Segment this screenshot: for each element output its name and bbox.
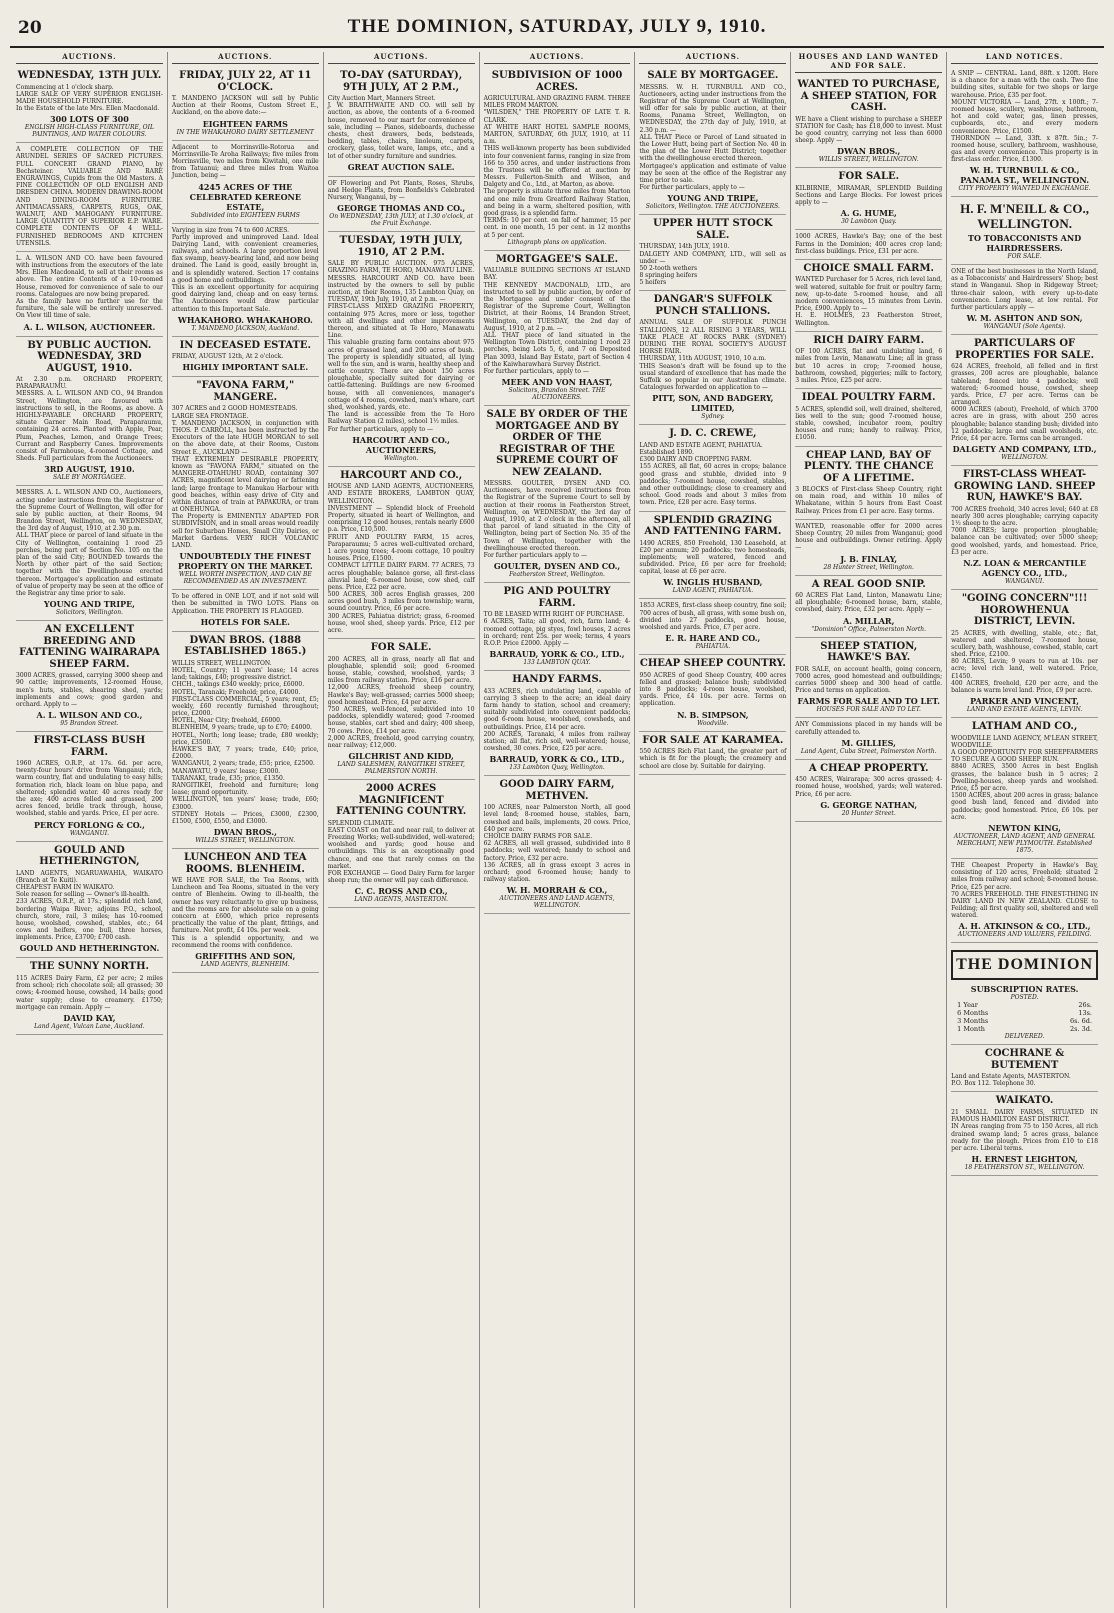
ad-address: 95 Brandon Street.	[60, 720, 119, 728]
ad-signature: GRIFFITHS AND SON,	[195, 950, 296, 961]
ad-address: AUCTIONEERS AND VALUERS, FEILDING.	[957, 931, 1092, 939]
ad-signature: HIGHLY IMPORTANT SALE.	[182, 362, 309, 373]
ad-heading: FOR SALE AT KARAMEA.	[642, 734, 784, 746]
advertisement	[795, 447, 942, 520]
ad-address: WANGANUI.	[1005, 578, 1045, 586]
ad-body: WE HAVE FOR SALE, the Tea Rooms, with Luncheon and Tea Rooms, situated in the very centre of Blenheim. Owing to ill-health, the owner has very reluctantly to give up business, and the rooms are for absolute sale on a going concern at £600, which price represents practically the value of the plant, fittings, and furniture. Net profit, £4 10s. per week. This is a splendid opportunity, and we recommend the rooms with confidence.	[171, 877, 319, 949]
ad-heading: CHOICE SMALL FARM.	[803, 262, 935, 274]
advertisement	[639, 512, 786, 600]
ad-heading: FOR SALE.	[370, 642, 432, 654]
advertisement	[16, 337, 163, 487]
ad-body: LAND AND ESTATE AGENT, PAHIATUA. Established 1890. £300 DAIRY AND CROPPING FARM. 155 ACRES, all flat, 60 acres in crops; balance good grass and stubble, divided into 9 paddocks; 7-roomed house, cowshed, stables, and other outbuildings; close to creamery and school. Good roads and about 3 miles from town. Price, £28 per acre. Easy terms.	[639, 441, 787, 507]
ad-signature: PARKER AND VINCENT,	[970, 696, 1080, 707]
ad-body: 550 ACRES Rich Flat Land, the greater part of which is fit for the plough; the creamery and school are close by. Suitable for dairying.	[639, 748, 787, 770]
ad-heading: FOR SALE.	[838, 171, 900, 183]
ad-address: Land Agent, Vulcan Lane, Auckland.	[34, 1022, 145, 1030]
column-header: AUCTIONS.	[172, 52, 319, 64]
advertisement	[16, 842, 163, 959]
ad-heading: 2000 ACRES MAGNIFICENT FATTENING COUNTRY.	[336, 783, 467, 818]
ad-body: AGRICULTURAL AND GRAZING FARM. THREE MILES FROM MARTON. "WILSDEN," THE PROPERTY OF LATE T. R. CLARK. AT WHITE HART HOTEL SAMPLE ROOMS, MARTON, SATURDAY, 6th JULY, 1910, at 11 a.m. THIS well-known property has been subdivided into four convenient farms, ranging in size from 166 to 350 acres, and under instructions from the Trustees will be offered at auction by Messrs. Fullerton-Smith and Wilson, and Dalgety and Co., Ltd., at Marton, as above. The property is situate three miles from Marton and one mile from Greatford Railway Station, and being in a warm, sheltered position, with good grass, is a splendid farm. TERMS: 10 per cent. on fall of hammer, 15 per cent. in one month, 15 per cent. in 12 months at 5 per cent.	[483, 95, 631, 239]
ad-signature: N.Z. LOAN & MERCANTILE AGENCY CO., LTD.,	[963, 558, 1086, 579]
ad-body: MESSRS. W. H. TURNBULL AND CO., Auctioneers, acting under instructions from the Registrar of the Supreme Court at Wellington, will offer for sale by public auction, at their Rooms, Panama Street, Wellington, on WEDNESDAY, the 27th day of July, 1910, at 2.30 p.m. — ALL THAT Piece or Parcel of Land situated in the Lower Hutt, being part of Section No. 40 in the plan of the Lower Hutt District; together with the dwellinghouse erected thereon. Mortgagee's application and estimate of value may be seen at the office of the Registrar any time prior to sale. For further particulars, apply to —	[639, 83, 787, 192]
ad-heading: CHEAP SHEEP COUNTRY.	[639, 658, 786, 670]
rate-price: 26s.	[1078, 1001, 1093, 1010]
ad-heading: SUBDIVISION OF 1000 ACRES.	[491, 70, 623, 93]
page-number: 20	[18, 18, 42, 38]
advertisement	[795, 638, 942, 719]
ad-signature: W. H. TURNBULL & CO., PANAMA ST., WELLINGTON.	[960, 165, 1089, 186]
advertisement	[328, 67, 475, 177]
advertisement	[795, 718, 942, 759]
ad-address: PAHIATUA.	[695, 643, 731, 651]
ad-body: City Auction Mart, Manners Street. J. W. BRAITHWAITE AND CO. will sell by auction, as above, the contents of a 6-roomed house, removed to our mart for convenience of sale, including — Pianos, sideboards, duchesse chests, chest drawers, beds, bedsteads, bedding, tables, chairs, linoleum, carpets, crockery, glass, toilet ware, lamps, etc., and a lot of other sundry furniture and sundries.	[327, 95, 475, 160]
ad-heading: FIRST-CLASS BUSH FARM.	[33, 735, 146, 758]
ad-heading: A REAL GOOD SNIP.	[811, 578, 926, 590]
ad-heading: MORTGAGEE'S SALE.	[495, 253, 619, 265]
ad-body: Land and Estate Agents, MASTERTON. P.O. Box 112. Telephone 30.	[951, 1073, 1071, 1088]
subscription-rate-row	[951, 1009, 1098, 1017]
ad-body: TO BE LEASED WITH RIGHT OF PURCHASE. 6 ACRES, Taita; all good, rich, farm land; 4-roomed cottage, pig styes, fowl houses, 2 acres in orchard; rent 25s. per week; terms, 4 years R.O.P. Price £2000. Apply —	[483, 611, 631, 647]
ad-body: A COMPLETE COLLECTION OF THE ARUNDEL SERIES OF SACRED PICTURES. FULL CONCERT GRAND PIANO, by Bechsteiner. VALUABLE AND RARE ENGRAVINGS, Cupids from the Old Masters. A FINE COLLECTION OF OLD ENGLISH AND DRESDEN CHINA. MODERN DRAWING-ROOM AND DINING-ROOM FURNITURE. ANTIMACASSARS, CARPETS, RUGS, OAK, WALNUT, AND MAHOGANY FURNITURE. LARGE QUANTITY OF SUPERIOR E.P. WARE. COMPLETE CONTENTS OF 4 WELL-FURNISHED BEDROOMS AND KITCHEN UTENSILS.	[16, 146, 163, 247]
column-container	[12, 52, 1102, 1608]
ad-heading: TO-DAY (SATURDAY), 9TH JULY, AT 2 P.M.,	[340, 70, 463, 93]
column-header: AUCTIONS.	[16, 52, 163, 64]
advertisement	[639, 732, 786, 775]
ad-signature: N. B. SIMPSON,	[677, 709, 749, 720]
rate-price: 6s. 6d.	[1070, 1017, 1093, 1026]
ad-heading: HANDY FARMS.	[512, 674, 602, 686]
advertisement	[172, 632, 319, 849]
ad-body: HOUSE AND LAND AGENTS, AUCTIONEERS, AND ESTATE BROKERS, LAMBTON QUAY, WELLINGTON. INVESTMENT — Splendid block of Freehold Property, situated in heart of Wellington, and comprising 12 good houses, rentals nearly £600 p.a. Price, £10,500. FRUIT AND POULTRY FARM, 15 acres, Paraparaumu; 5 acres well-cultivated orchard, 1 acre young trees; 4-room cottage, 10 poultry houses. Price, £1500. COMPACT LITTLE DAIRY FARM. 77 ACRES, 73 acres ploughable; balance gorse, all first-class alluvial land; 6-roomed house, cow shed, calf pens. Price, £22 per acre. 500 ACRES, 300 acres English grasses, 200 acres good bush, 3 miles from township; warm, sound country. Price, £6 per acre. 300 ACRES, Pahiatua district; grass, 6-roomed house, wool shed, sheep yards. Price, £12 per acre.	[327, 483, 475, 634]
ad-heading: THE DOMINION	[956, 956, 1094, 974]
column-header: AUCTIONS.	[639, 52, 786, 64]
ad-heading: A CHEAP PROPERTY.	[808, 762, 929, 774]
advertisement	[16, 486, 163, 621]
ad-body: KILBIRNIE, MIRAMAR, SPLENDID Building Sections and Large Blocks. For lowest prices apply to —	[795, 184, 943, 207]
ad-signature: W. M. ASHTON AND SON,	[966, 313, 1083, 324]
ad-address: LAND AGENTS, BLENHEIM.	[200, 960, 290, 968]
ad-body: 115 ACRES Dairy Farm, £2 per acre; 2 miles from school; rich chocolate soil; all grassed; 30 cows; 4-roomed house, cowshed, 14 bails; good water supply; close to creamery. £1750; mortgage can remain. Apply —	[16, 974, 163, 1011]
ad-signature: MEEK AND VON HAAST,	[501, 377, 613, 388]
column-6	[791, 52, 947, 1608]
column-7	[947, 52, 1102, 1608]
masthead	[10, 14, 1104, 48]
advertisement	[484, 776, 631, 914]
ad-body: THE Cheapest Property in Hawke's Bay, consisting of 120 acres, Freehold; situated 2 miles from railway and school; 8-roomed house. Price, £25 per acre. 70 ACRES FREEHOLD. THE FINEST-THING IN DAIRY LAND IN NEW ZEALAND. CLOSE to Feilding; all first quality soil, sheltered and well watered.	[951, 861, 1099, 920]
advertisement	[328, 232, 475, 467]
advertisement	[328, 177, 475, 233]
ad-signature: M. GILLIES,	[841, 737, 896, 748]
column-header: HOUSES AND LAND WANTED AND FOR SALE.	[795, 52, 942, 73]
ad-body: ONE of the best businesses in the North Island, as a Tobacconists' and Hairdressers' Shop; best stand in Wanganui. Shop in Ridgeway Street; three-chair saloon, with every up-to-date convenience. Long lease, at low rental. For further particulars apply —	[951, 268, 1099, 311]
ad-address: LAND AND ESTATE AGENTS, LEVIN.	[966, 706, 1083, 714]
advertisement	[639, 291, 786, 425]
ad-body: VALUABLE BUILDING SECTIONS AT ISLAND BAY. THE KENNEDY MACDONALD, LTD., are instructed to sell by public auction, by order of the Mortgagee and under consent of the Registrar of the Supreme Court, Wellington District, at their Rooms, 14 Brandon Street, Wellington, on TUESDAY, the 2nd day of August, 1910, at 2 p.m. — ALL THAT piece of land situated in the Wellington Town District, containing 1 rood 23 perches, being Lots 5, 6, and 7 on Deposited Plan 3093, Island Bay Estate, part of Section 4 of the Kaiwharawhara Survey District. For further particulars, apply to —	[483, 267, 631, 375]
subscription-rate-row	[951, 1025, 1098, 1033]
ad-signature: YOUNG AND TRIPE,	[43, 599, 135, 610]
ad-body: WANTED Purchaser for 5 Acres, rich level land, well watered, suitable for fruit or poultry farm; new, up-to-date 5-roomed house, and all modern conveniences, 15 minutes from Levin. Price, £900. Apply to — H. E. HOLMES, 23 Featherston Street, Wellington.	[795, 276, 943, 327]
advertisement	[951, 1045, 1098, 1092]
ad-address: "Dominion" Office, Palmerston North.	[811, 625, 927, 633]
rate-period: 6 Months	[957, 1009, 989, 1018]
ad-body: FRIDAY, AUGUST 12th, At 2 o'clock.	[171, 353, 284, 361]
ad-address: Subdivided into EIGHTEEN FARMS	[190, 211, 300, 219]
ad-body: 450 ACRES, Wairarapa; 300 acres grassed; 4-roomed house, woolshed, yards; well watered. Price, £6 per acre.	[795, 776, 943, 798]
advertisement	[795, 389, 942, 446]
ad-address: Woodville.	[697, 719, 729, 727]
ad-signature: G. GEORGE NATHAN,	[820, 799, 918, 810]
ad-heading: FIRST-CLASS WHEAT-GROWING LAND. SHEEP RUN, HAWKE'S BAY.	[953, 469, 1096, 504]
column-5	[635, 52, 791, 1608]
advertisement	[484, 406, 631, 583]
ad-signature: GOULD AND HETHERINGTON.	[19, 943, 160, 954]
advertisement	[484, 251, 631, 406]
ad-body: At 2.30 p.m. ORCHARD PROPERTY, PARAPARAUMU. MESSRS. A. L. WILSON AND CO., 94 Brandon Street, Wellington, are favoured with instructions to sell, in the Rooms, as above. A HIGHLY-PAYABLE ORCHARD PROPERTY, situate Garner Main Road, Paraparaumu, containing 24 acres. Planted with Apple, Pear, Plum, Peaches, Lemon, and Orange Trees; Currant and Raspberry Canes. Improvements consist of Farmhouse, 4-roomed Cottage, and Sheds. Full particulars from the Auctioneers.	[16, 376, 163, 463]
ad-body: 700 ACRES freehold, 340 acres level; 640 at £8 nearly 300 acres ploughable; carrying capacity 1½ sheep to the acre. 7000 ACRES; large proportion ploughable; balance can be cultivated; over 5000 sheep; good woolshed, yards, and homestead. Price, £3 per acre.	[951, 505, 1099, 556]
ad-signature: W. INGLIS HUSBAND,	[663, 577, 763, 588]
advertisement	[951, 265, 1098, 335]
ad-heading: BY PUBLIC AUCTION. WEDNESDAY, 3RD AUGUST, 1910.	[27, 339, 152, 374]
column-header: AUCTIONS.	[328, 52, 475, 64]
ad-signature: UNDOUBTEDLY THE FINEST PROPERTY ON THE MARKET.	[177, 551, 313, 572]
ad-heading: TUESDAY, 19TH JULY, 1910, AT 2 P.M.	[339, 235, 463, 258]
ad-heading: LUNCHEON AND TEA ROOMS. BLENHEIM.	[183, 852, 307, 875]
column-header: AUCTIONS.	[484, 52, 631, 64]
ad-signature: YOUNG AND TRIPE,	[667, 193, 759, 204]
ad-body: Varying in size from 74 to 600 ACRES. Partly improved and unimproved Land. Ideal Dairying Land, with convenient creameries, railways, and schools. A large proportion level flax swamp, heavy-bearing land, and now being drained. The Land is good, easily brought in, and is splendidly watered. Section 17 contains a good home and outbuildings. This is an excellent opportunity for acquiring good dairying land, cheap and on easy terms. The Auctioneers would draw particular attention to this Important Sale.	[171, 226, 319, 313]
advertisement	[16, 732, 163, 842]
ad-address: 18 FEATHERSTON ST., WELLINGTON.	[964, 1164, 1085, 1172]
advertisement	[795, 76, 942, 168]
ad-signature: HARCOURT AND CO., AUCTIONEERS,	[352, 434, 450, 455]
advertisement	[16, 252, 163, 337]
ad-heading: SALE BY ORDER OF THE MORTGAGEE AND BY ORDER OF THE REGISTRAR OF THE SUPREME COURT OF NEW ZEALAND.	[486, 409, 628, 478]
ad-body: 624 ACRES, freehold, all felled and in first grasses, 200 acres are ploughable, balance tableland; fenced into 4 paddocks; well watered; 6-roomed house, cowshed, sheep yards. Price, £7 per acre. Terms can be arranged. 6000 ACRES (about), Freehold, of which 3700 acres are in grass, with about 250 acres ploughable; balance standing bush; divided into 12 paddocks; large and small woolsheds, etc. Price, £4 per acre. Terms can be arranged.	[951, 363, 1099, 443]
ad-address: Solicitors, Brandon Street. THE AUCTIONEERS.	[508, 387, 606, 402]
ad-heading: SPLENDID GRAZING AND FATTENING FARM.	[644, 514, 782, 537]
ad-address: WELLINGTON.	[1001, 454, 1048, 462]
ad-body: THURSDAY, 14th JULY, 1910. DALGETY AND COMPANY, LTD., will sell as under — 50 2-tooth wethers 8 springing heifers 5 heifers	[639, 243, 787, 287]
ad-address: Solicitors, Wellington. THE AUCTIONEERS.	[645, 203, 780, 211]
ad-body: Adjacent to Morrinsville-Rotorua and Morrinsville-Te Aroha Railways; five miles from Morrinsville, two miles from Kiwitahi, one mile from Tatuanui; and three miles from Waitoa Junction, being —	[171, 143, 319, 180]
ad-body: 1853 ACRES, first-class sheep country, fine soil; 700 acres of bush, all grass, with some bush on, divided into 27 paddocks, good house, woolshed and yards. Price, £7 per acre.	[639, 602, 787, 631]
ad-signature: EIGHTEEN FARMS	[202, 118, 288, 129]
ad-body: WANTED, reasonable offer for 2000 acres Sheep Country, 20 miles from Wanganui; good house and outbuildings. Owner retiring. Apply —	[795, 522, 943, 552]
column-2	[168, 52, 324, 1608]
ad-heading: WEDNESDAY, 13TH JULY.	[17, 70, 162, 81]
advertisement	[484, 671, 631, 776]
ad-signature: GOULTER, DYSEN AND CO.,	[493, 561, 621, 572]
ad-body: T. MANDENO JACKSON will sell by Public Auction at their Rooms, Custom Street E., Auckland, on the above date:—	[171, 95, 319, 117]
ad-signature: 300 LOTS OF 300	[50, 114, 129, 125]
ad-address: Featherston Street, Wellington.	[509, 571, 605, 579]
ad-body: 5 ACRES, splendid soil, well drained, sheltered, lies well to the sun; good 7-roomed house, stable, cowshed, incubator room, poultry houses and runs; handy to railway. Price, £1050.	[795, 405, 943, 442]
ad-address: AUCTIONEER, LAND AGENT, AND GENERAL MERCHANT, NEW PLYMOUTH. Established 1875.	[953, 832, 1096, 854]
advertisement	[951, 1092, 1098, 1176]
ad-body: WILLIS STREET, WELLINGTON. HOTEL, Country; 11 years' lease; 14 acres land; takings, £40; progressive district. CHCH., takings £340 weekly; price, £6000. HOTEL, Taranaki; Freehold; price, £4000. FIRST-CLASS COMMERCIAL, 5 years; rent, £5; weekly, £60 recently furnished throughout; price, £2000. HOTEL, Near City; freehold, £6000. BLENHEIM, 9 years; trade, up to £70; £4000. HOTEL, North; long lease; trade, £80 weekly; price, £3500. HAWKE'S BAY, 7 years; trade, £40; price, £2000. WANGANUI, 2 years; trade, £55; price, £2500. MANAWATU, 9 years' lease; £3000. TARANAKI, trade, £35; price, £1350. RANGITIKEI, freehold and furniture; long lease; grand opportunity. WELLINGTON, ten years' lease; trade, £60; £3000. STDNEY Hotels — Prices, £3000, £2300, £1500, £500, £550, and £3000.	[171, 659, 319, 825]
ad-body: A SNIP — CENTRAL. Land, 88ft. x 120ft. Here is a chance for a man with the cash. Two fine building sites, suitable for two shops or large warehouse. Price, £35 per foot. MOUNT VICTORIA — Land, 27ft. x 100ft.; 7-roomed house, scullery, washhouse, bathroom, hot and cold water, gas, linen presses, cupboards, etc., and every modern convenience. Price, £1500. THORNDON — Land, 33ft. x 87ft. 5in.; 7-roomed house, scullery, bathroom, washhouse, gas and every convenience. This property is in first-class order. Price, £1300.	[951, 70, 1099, 164]
ad-signature: HOTELS FOR SALE.	[200, 616, 290, 627]
ad-signature: PITT, SON, AND BADGERY, LIMITED,	[652, 393, 774, 414]
advertisement	[951, 718, 1098, 859]
ad-signature: W. H. MORRAH & CO.,	[506, 885, 608, 896]
ad-heading: CHEAP LAND, BAY OF PLENTY. THE CHANCE OF A LIFETIME.	[804, 449, 934, 484]
advertisement	[639, 215, 786, 291]
dominion-banner	[951, 950, 1098, 980]
advertisement	[639, 655, 786, 731]
ad-heading: LATHAM AND CO.,	[971, 721, 1078, 733]
ad-heading: PIG AND POULTRY FARM.	[503, 586, 611, 609]
advertisement	[484, 67, 631, 251]
ad-address: Solicitors, Wellington.	[55, 609, 123, 617]
ad-body: 1960 ACRES, O.R.P., at 17s. 6d. per acre, twenty-four hours' drive from Wanganui; rich, warm country, flat and undulating to easy hills; formation rich, black loam on blue papa, and sheltered; splendid water. 40 acres ready for the axe; 400 acres felled and grassed, 200 acres fenced, bridle track through, house, woolshed, stable and yards. Price, £1 per acre.	[16, 760, 163, 818]
ad-address: CITY PROPERTY WANTED IN EXCHANGE.	[958, 185, 1091, 193]
advertisement	[172, 590, 319, 632]
ad-body: 3 BLOCKS of First-class Sheep Country, right on main road, and within 10 miles of Whakatane, within 5 hours from East Coast Railway. Prices from £1 per acre. Easy terms.	[795, 486, 943, 515]
advertisement	[328, 639, 475, 780]
column-3	[324, 52, 480, 1608]
rate-period: 1 Month	[957, 1025, 985, 1034]
ad-heading: PARTICULARS OF PROPERTIES FOR SALE.	[955, 338, 1095, 361]
delivered-label: DELIVERED.	[1004, 1033, 1045, 1041]
ad-body: SPLENDID CLIMATE. EAST COAST on flat and near rail, to deliver at Freezing Works; well-subdivided, well-watered; woolshed and yards; good house and outbuildings. This is an exceptionally good chance, and one that rarely comes on the market. FOR EXCHANGE — Good Dairy Farm for larger sheep run; the owner will pay cash difference.	[327, 819, 475, 885]
ad-body: 307 ACRES and 2 GOOD HOMESTEADS. LARGE SEA FRONTAGE. T. MANDENO JACKSON, in conjunction with THOS. P. CARROLL, has been instructed by the Executors of the late HUGH MORGAN to sell on the above date, at their Rooms, Custom Street E., AUCKLAND — THAT EXTREMELY DESIRABLE PROPERTY, known as "FAVONA FARM," situated on the MANGERE-OTAHUHU ROAD, containing 307 ACRES, magnificent level dairying or fattening land; large frontage to Manukau Harbour with good beaches, within easy drive of City and within distance of train at PAPAKURA, or tram at ONEHUNGA. The Property is EMINENTLY ADAPTED FOR SUBDIVISION, and in small areas would readily sell for Suburban Homes, Small City Dairies, or Market Gardens. VERY RICH VOLCANIC LAND.	[171, 405, 319, 549]
ad-address: Sydney.	[701, 413, 725, 421]
ad-address: 20 Hunter Street.	[841, 809, 896, 817]
ad-signature: BARRAUD, YORK & CO., LTD.,	[489, 754, 625, 765]
masthead-title: THE DOMINION, SATURDAY, JULY 9, 1910.	[347, 16, 767, 37]
ad-signature: BARRAUD, YORK & CO., LTD.,	[489, 649, 625, 660]
ad-heading: GOULD AND HETHERINGTON,	[39, 844, 140, 868]
advertisement	[951, 859, 1098, 944]
ad-body: 25 ACRES, with dwelling, stable, etc.; flat, watered and sheltered; 7-roomed house, scullery, bath, washhouse, cowshed, stable, cart shed. Price, £2100. 80 ACRES, Levin; 9 years to run at 10s. per acre; level rich land, well watered. Price, £1450. 400 ACRES, freehold, £20 per acre, and the balance is warm level land. Price, £9 per acre.	[951, 629, 1099, 695]
ad-body: To be offered in ONE LOT, and if not sold will then be submitted in TWO LOTS. Plans on Application. THE PROPERTY IS FLAGGED.	[171, 593, 319, 615]
ad-signature: DWAN BROS.,	[837, 146, 901, 157]
ad-address: 133 Lambton Quay, Wellington.	[509, 764, 605, 772]
ad-signature: A. MILLAR,	[843, 615, 895, 626]
ad-body: ANNUAL SALE OF SUFFOLK PUNCH STALLIONS, 12 ALL RISING 3 YEARS, WILL TAKE PLACE AT ROCKS PARK (SYDNEY) DURING THE ROYAL SOCIETY'S AUGUST HORSE FAIR. THURSDAY, 11th AUGUST, 1910, 10 a.m. THIS Season's draft will be found up to the usual standard of excellence that has made the Suffolk so popular in our Australian climate. Catalogues forwarded on application to —	[639, 319, 787, 392]
ad-heading: UPPER HUTT STOCK SALE.	[653, 218, 773, 241]
ad-address: FOR SALE.	[1007, 253, 1042, 261]
ad-heading: COCHRANE & BUTEMENT	[984, 1048, 1065, 1071]
ad-body: L. A. WILSON AND CO. have been favoured with instructions from the executors of the late Mrs. Ellen Macdonald, to sell at their rooms as above. The entire Contents of a 10-roomed House, removed for convenience of sale to our rooms. Catalogues are now being prepared. As the family have no further use for the furniture, the sale will be entirely unreserved. On View till time of sale.	[16, 254, 163, 320]
ad-address: WELL WORTH INSPECTION, AND CAN BE RECOMMENDED AS AN INVESTMENT.	[178, 571, 312, 586]
ad-body: MESSRS. A. L. WILSON AND CO., Auctioneers, acting under instructions from the Registrar of the Supreme Court of Wellington, will offer for sale by public auction, at their Rooms, 94 Brandon Street, Wellington, on WEDNESDAY, the 3rd day of August, 1910, at 2.30 p.m. ALL THAT piece or parcel of land situate in the City of Wellington, containing 1 rood 25 perches, being part of Section No. 105 on the plan of the said City; BOUNDED towards the North by other part of the said Section; together with the Dwellinghouse erected thereon. Mortgagee's application and estimate of value of property may be seen at the office of the Registrar any time prior to sale.	[16, 489, 163, 597]
ad-signature: DALGETY AND COMPANY, LTD.,	[952, 444, 1097, 455]
column-4	[480, 52, 636, 1608]
ad-address: AUCTIONEERS AND LAND AGENTS, WELLINGTON.	[499, 895, 615, 910]
ad-signature: NEWTON KING,	[988, 822, 1061, 833]
ad-body: 100 ACRES, near Palmerston North, all good level land; 8-roomed house, stables, barn, cowshed and bails, implements, 20 cows. Price, £40 per acre. CHOICE DAIRY FARMS FOR SALE. 62 ACRES, all well grassed, subdivided into 8 paddocks; well watered; handy to school and factory. Price, £32 per acre. 136 ACRES, all in grass except 3 acres in orchard; good 6-roomed house; handy to railway station.	[483, 804, 631, 884]
ad-signature: GILCHRIST AND KIDD,	[348, 751, 454, 762]
advertisement	[639, 425, 786, 511]
ad-heading: "FAVONA FARM," MANGERE.	[196, 380, 295, 403]
ad-address: LAND SALESMEN, RANGITIKEI STREET, PALMERSTON NORTH.	[337, 761, 465, 776]
ad-body: 1000 ACRES, Hawke's Bay; one of the best Farms in the Dominion; 400 acres crop land; first-class buildings. Price, £31 per acre.	[795, 233, 943, 255]
ad-heading: HARCOURT AND CO.,	[340, 469, 463, 481]
advertisement	[484, 583, 631, 671]
advertisement	[951, 943, 1098, 1045]
rate-price: 2s. 3d.	[1070, 1025, 1093, 1034]
advertisement	[795, 230, 942, 260]
ad-signature: PERCY FORLONG & CO.,	[33, 819, 145, 830]
advertisement	[16, 143, 163, 252]
ad-heading: DWAN BROS. (1888 ESTABLISHED 1865.)	[184, 634, 307, 658]
advertisement	[951, 335, 1098, 466]
advertisement	[795, 576, 942, 638]
ad-address: LAND AGENTS, MASTERTON.	[354, 896, 449, 904]
ad-address: WANGANUI.	[69, 829, 110, 837]
ad-address: 30 Lambton Quay.	[841, 218, 897, 226]
ad-body: 1490 ACRES, 850 Freehold, 130 Leasehold, at £20 per annum; 20 paddocks; two homesteads, implements; well watered, fenced and subdivided. Price, £6 per acre for freehold; capital, lease at £6 per acre.	[639, 539, 787, 576]
subscription-rate-row	[951, 1001, 1098, 1009]
advertisement	[172, 67, 319, 141]
advertisement	[172, 377, 319, 590]
ad-heading: H. F. M'NEILL & CO., WELLINGTON.	[960, 201, 1089, 231]
ad-heading: IDEAL POULTRY FARM.	[801, 392, 936, 404]
ad-body: 433 ACRES, rich undulating land, capable of carrying 3 sheep to the acre; an ideal dairy farm handy to station, school and creamery; suitably subdivided into convenient paddocks; good 6-room house, woolshed, cowsheds, and outbuildings. Price, £14 per acre. 200 ACRES, Taranaki, 4 miles from railway station; all flat, rich soil, well-watered; house, cowshed, 30 cows. Price, £25 per acre.	[483, 687, 631, 753]
advertisement	[639, 599, 786, 655]
advertisement	[795, 760, 942, 822]
ad-heading: FRIDAY, JULY 22, AT 11 O'CLOCK.	[179, 70, 312, 93]
ad-heading: SHEEP STATION, HAWKE'S BAY.	[820, 640, 918, 664]
ad-heading: GOOD DAIRY FARM, METHVEN.	[499, 779, 615, 802]
advertisement	[172, 141, 319, 224]
ad-address: T. MANDENO JACKSON, Auckland.	[191, 324, 300, 332]
advertisement	[16, 621, 163, 732]
advertisement	[951, 67, 1098, 197]
advertisement	[328, 467, 475, 639]
ad-body: SALE BY PUBLIC AUCTION. 975 ACRES, GRAZING FARM, TE HORO, MANAWATU LINE. MESSRS. HARCOURT AND CO. have been instructed by the owners to sell by public auction, at their Rooms, 135 Lambton Quay, on TUESDAY, 19th July, 1910, at 2 p.m. — FIRST-CLASS MIXED GRAZING PROPERTY, containing 975 Acres, more or less, together with all dwellings and other improvements thereon, and situated at Te Horo, Manawatu Line. This valuable grazing farm contains about 975 acres of grassed land, and 200 acres of bush. The property is splendidly situated, all lying well to the sun, and is warm, healthy sheep and cattle country. There are about 150 acres ploughable, specially suited for dairying or cattle-fattening. Buildings are new 6-roomed house, with all conveniences, manager's cottage of 4 rooms, cowshed, man's whare, cart shed, woolshed, yards, etc. The land is accessible from the Te Horo Railway Station (2 miles), school 1½ miles. For further particulars, apply to —	[327, 260, 475, 433]
column-1	[12, 52, 168, 1608]
rate-price: 13s.	[1078, 1009, 1093, 1018]
advertisement	[951, 590, 1098, 718]
ad-address: HOUSES FOR SALE AND TO LET.	[816, 706, 921, 714]
ad-signature: A. L. WILSON AND CO.,	[36, 710, 143, 721]
ad-address: On WEDNESDAY, 13th JULY, at 1.30 o'clock, at the Fruit Exchange.	[329, 213, 473, 228]
rate-period: 3 Months	[957, 1017, 989, 1026]
ad-signature: J. B. FINLAY,	[840, 553, 898, 564]
advertisement	[951, 466, 1098, 590]
ad-signature: H. ERNEST LEIGHTON,	[971, 1154, 1078, 1165]
ad-body: 950 ACRES of good Sheep Country, 400 acres felled and grassed; balance bush; subdivided into 8 paddocks; 4-room house, woolshed, yards. Price, £4 10s. per acre. Terms on application.	[639, 671, 787, 708]
ad-body: OF Flowering and Pot Plants, Roses, Shrubs, and Hedge Plants, from Bonfields's Celebrated Nursery, Wanganui, by —	[327, 179, 475, 202]
ad-heading: WANTED TO PURCHASE, A SHEEP STATION, FOR CASH.	[797, 79, 940, 113]
advertisement	[172, 849, 319, 973]
ad-body: OF 100 ACRES, flat and undulating land, 6 miles from Levin, Manawatu Line; all in grass but 10 acres in crop; 7-roomed house, bathroom, cowshed, piggeries; milk to factory, 3 miles. Price, £25 per acre.	[795, 348, 943, 384]
ad-address: WILLIS STREET, WELLINGTON.	[818, 156, 919, 164]
ad-address: 133 LAMBTON QUAY.	[523, 659, 591, 667]
ad-signature: E. R. HARE AND CO.,	[665, 633, 761, 644]
advertisement	[16, 958, 163, 1034]
ad-heading: AN EXCELLENT BREEDING AND FATTENING WAIRARAPA SHEEP FARM.	[19, 624, 160, 670]
ad-signature: DWAN BROS.,	[213, 827, 277, 838]
advertisement	[172, 337, 319, 378]
ad-address: Land Agent, Cuba Street, Palmerston North.	[800, 747, 937, 755]
ad-address: Wellington.	[383, 454, 419, 462]
ad-body: MESSRS. GOULTER, DYSEN AND CO. Auctioneers, have received instructions from the Registrar of the Supreme Court to sell by auction at their rooms in Featherston Street, Wellington, on WEDNESDAY, the 3rd day of August, 1910, at 2 o'clock in the afternoon, all that parcel of land situated in the City of Wellington, being part of Section No. 35 of the Town of Wellington, together with the dwellinghouse erected thereon. For further particulars apply to —	[483, 480, 631, 559]
ad-heading: "GOING CONCERN"!!! HOROWHENUA DISTRICT, LEVIN.	[961, 593, 1088, 628]
ad-address: WANGANUI (Sole Agents).	[983, 323, 1066, 331]
advertisement	[795, 332, 942, 389]
ad-signature: SUBSCRIPTION RATES.	[970, 984, 1079, 995]
ad-address: LAND AGENT, PAHIATUA.	[672, 587, 754, 595]
ad-signature: FARMS FOR SALE AND TO LET.	[797, 696, 940, 707]
ad-body: 3000 ACRES, grassed, carrying 3000 sheep and 90 cattle; improvements, 12-roomed House, men's huts, stables, shearing shed, yards; implements and cows; good garden and orchard. Apply to —	[16, 672, 163, 708]
ad-body: WOODVILLE LAND AGENCY, M'LEAN STREET, WOODVILLE. A GOOD OPPORTUNITY FOR SHEEPFARMERS TO SECURE A GOOD SHEEP RUN. 8840 ACRES, 3500 Acres in best English grasses, the balance bush in 5 acres; 2 Dwelling-houses, sheep yards and woolshed. Price, £5 per acre. 1500 ACRES, about 200 acres in grass; balance good bush land, fenced and divided into paddocks; good homestead. Price, £6 10s. per acre.	[951, 734, 1099, 821]
ad-body: 200 ACRES, all in grass, nearly all flat and ploughable, splendid soil; good 6-roomed house, stable, cowshed, woolshed, yards; 3 miles from railway station. Price, £16 per acre. 12,000 ACRES, freehold sheep country, Hawke's Bay; well-grassed; carries 5000 sheep; good homestead. Price, £4 per acre. 750 ACRES, well-fenced, subdivided into 10 paddocks, splendidly watered; good 7-roomed house, stables, cart shed and dairy; 400 sheep, 70 cows. Price, £14 per acre. 2,000 ACRES, freehold, good carrying country, near railway; £12,000.	[327, 655, 475, 749]
advertisement	[639, 67, 786, 215]
ad-body: 60 ACRES Flat Land, Linton, Manawatu Line; all ploughable; 6-roomed house, barn, stable, cowshed, dairy. Price, £32 per acre. Apply —	[795, 592, 943, 614]
advertisement	[795, 520, 942, 576]
ad-heading: SALE BY MORTGAGEE.	[647, 70, 779, 81]
advertisement	[795, 260, 942, 332]
rate-period: 1 Year	[957, 1001, 978, 1010]
subscription-rate-row	[951, 1017, 1098, 1025]
ad-heading: THE SUNNY NORTH.	[29, 961, 150, 973]
ad-signature: 3RD AUGUST, 1910.	[44, 464, 135, 475]
ad-signature: C. C. ROSS AND CO.,	[354, 886, 448, 897]
ad-heading: RICH DAIRY FARM.	[813, 334, 925, 346]
ad-address: WILLIS STREET, WELLINGTON.	[195, 837, 296, 845]
ad-body: WE have a Client wishing to purchase a SHEEP STATION for Cash; has £18,000 to invest. Must be good country, carrying not less than 6000 sheep. Apply —	[795, 115, 943, 145]
advertisement	[951, 197, 1098, 265]
ad-address: POSTED.	[1010, 994, 1039, 1002]
ad-address: SALE BY MORTGAGEE.	[52, 474, 126, 482]
ad-address: ENGLISH HIGH-CLASS FURNITURE, OIL PAINTINGS, AND WATER COLOURS.	[24, 124, 154, 139]
ad-signature: A. G. HUME,	[840, 208, 897, 219]
ad-signature: TO TOBACCONISTS AND HAIRDRESSERS.	[968, 233, 1082, 254]
ad-heading: J. D. C. CREWE,	[669, 428, 757, 440]
advertisement	[795, 168, 942, 230]
ad-signature: A. L. WILSON, AUCTIONEER.	[23, 321, 156, 332]
advertisement	[16, 67, 163, 143]
ad-signature: GREAT AUCTION SALE.	[347, 161, 455, 172]
ad-heading: WAIKATO.	[995, 1095, 1054, 1107]
ad-body: 21 SMALL DAIRY FARMS, SITUATED IN FAMOUS HAMILTON EAST DISTRICT. IN Areas ranging from 75 to 150 Acres, all rich drained swamp land; 5 acres grass, balance ready for the plough. Prices from £10 to £18 per acre. Liberal terms.	[951, 1108, 1099, 1152]
ad-heading: DANGAR'S SUFFOLK PUNCH STALLIONS.	[653, 294, 773, 317]
ad-signature: WHAKAHORO. WHAKAHORO.	[177, 314, 313, 325]
ad-signature: GEORGE THOMAS AND CO.,	[337, 203, 466, 214]
ad-address: 28 Hunter Street, Wellington.	[823, 563, 914, 571]
ad-body: Commencing at 1 o'clock sharp. LARGE SALE OF VERY SUPERIOR ENGLISH-MADE HOUSEHOLD FURNITURE. In the Estate of the late Mrs. Ellen Macdonald.	[16, 83, 163, 113]
ad-body: FOR SALE, on account health, going concern, 7000 acres, good homestead and outbuildings; carries 5000 sheep and 300 head of cattle. Price and terms on application.	[795, 665, 943, 695]
ad-body: LAND AGENTS, NGARUAWAHIA, WAIKATO (Branch at Te Kuiti). CHEAPEST FARM IN WAIKATO. Sole reason for selling — Owner's ill-health. 233 ACRES, O.R.P., at 17s.; splendid rich land, bordering Waipa River; adjoins P.O., school, church, store, rail, 3 miles; has 10-roomed house, woolshed, cowshed, stables, etc.; 64 cows and heifers, one bull, three horses, implements. Price, £3700; £700 cash.	[16, 869, 163, 942]
ad-address: IN THE WHAKAHORO DAIRY SETTLEMENT	[176, 128, 314, 136]
advertisement	[328, 780, 475, 908]
advertisement	[172, 224, 319, 337]
ad-heading: IN DECEASED ESTATE.	[179, 339, 311, 351]
ad-address: Lithograph plans on application.	[507, 238, 607, 246]
ad-signature: 4245 ACRES OF THE CELEBRATED KEREONE ESTATE,	[189, 181, 301, 212]
ad-signature: A. H. ATKINSON & CO., LTD.,	[958, 921, 1091, 932]
column-header: LAND NOTICES.	[951, 52, 1098, 64]
ad-signature: DAVID KAY,	[63, 1012, 116, 1023]
ad-body: ANY Commissions placed in my hands will be carefully attended to.	[795, 721, 943, 736]
